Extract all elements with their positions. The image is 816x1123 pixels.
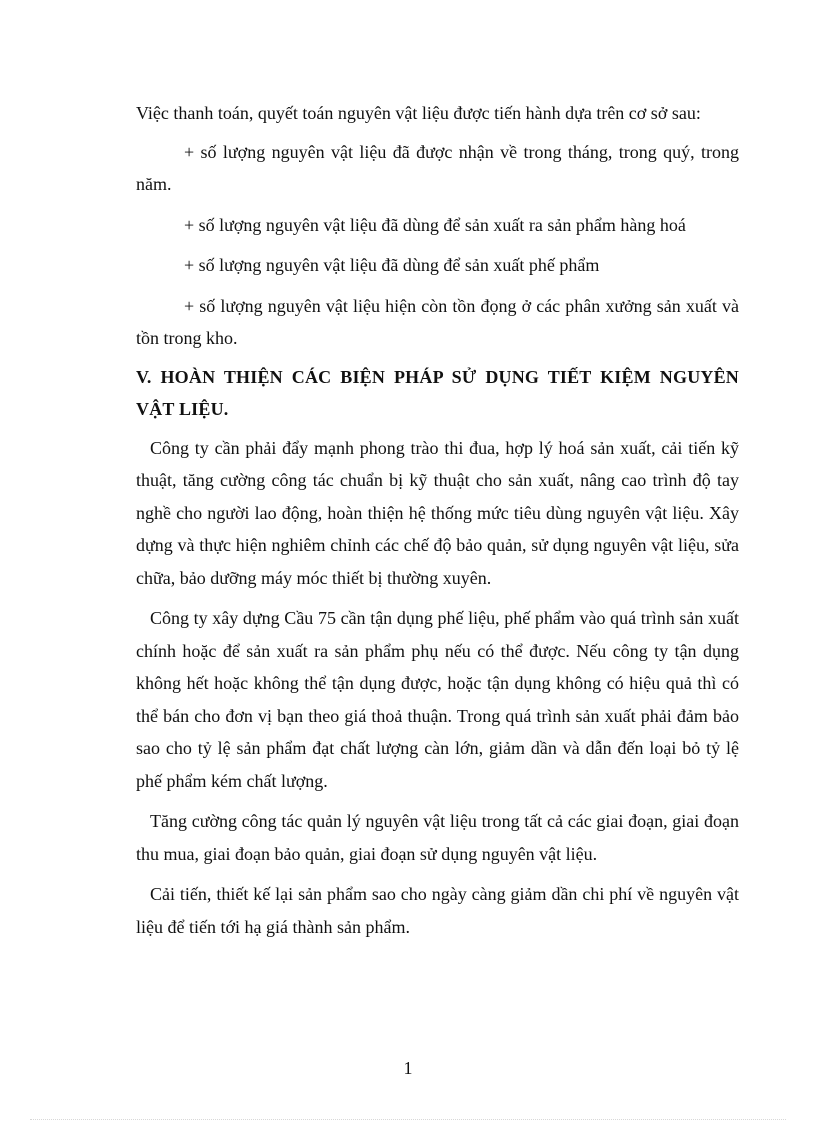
body-paragraph: Tăng cường công tác quản lý nguyên vật liệu trong tất cả các giai đoạn, giai đoạn thu mua, giai đoạn bảo quản, giai đoạn sử dụng nguyên vật liệu. <box>136 811 739 864</box>
list-item: + số lượng nguyên vật liệu hiện còn tồn đọng ở các phân xưởng sản xuất và tồn trong kho. <box>136 295 739 348</box>
section-heading: V. HOÀN THIỆN CÁC BIỆN PHÁP SỬ DỤNG TIẾT KIỆM NGUYÊN VẬT LIỆU. <box>136 366 739 419</box>
document-body <box>136 97 739 943</box>
list-item: + số lượng nguyên vật liệu đã dùng để sản xuất ra sản phẩm hàng hoá <box>184 214 686 235</box>
footer-divider <box>30 1119 786 1120</box>
list-item: + số lượng nguyên vật liệu đã dùng để sản xuất phế phẩm <box>184 255 600 275</box>
body-paragraph: Cải tiến, thiết kế lại sản phẩm sao cho ngày càng giảm dần chi phí về nguyên vật liệu để tiến tới hạ giá thành sản phẩm. <box>136 884 739 937</box>
body-paragraph: Công ty xây dựng Cầu 75 cần tận dụng phế liệu, phế phẩm vào quá trình sản xuất chính hoặc để sản xuất ra sản phẩm phụ nếu có thể được. Nếu công ty tận dụng không hết hoặc không thể tận dụng được, hoặc tận dụng không có hiệu quả thì có thể bán cho đơn vị bạn theo giá thoả thuận. Trong quá trình sản xuất phải đảm bảo sao cho tỷ lệ sản phẩm đạt chất lượng càn lớn, giảm dần và dẫn đến loại bỏ tỷ lệ phế phẩm kém chất lượng. <box>136 608 739 791</box>
body-paragraph: Công ty cần phải đẩy mạnh phong trào thi đua, hợp lý hoá sản xuất, cải tiến kỹ thuật, tăng cường công tác chuẩn bị kỹ thuật cho sản xuất, nâng cao trình độ tay nghề cho người lao động, hoàn thiện hệ thống mức tiêu dùng nguyên vật liệu. Xây dựng và thực hiện nghiêm chỉnh các chế độ bảo quản, sử dụng nguyên vật liệu, sửa chữa, bảo dưỡng máy móc thiết bị thường xuyên. <box>136 437 739 588</box>
list-item: + số lượng nguyên vật liệu đã được nhận về trong tháng, trong quý, trong năm. <box>136 141 739 194</box>
intro-paragraph: Việc thanh toán, quyết toán nguyên vật liệu được tiến hành dựa trên cơ sở sau: <box>136 103 701 123</box>
page-number: 1 <box>403 1058 413 1078</box>
